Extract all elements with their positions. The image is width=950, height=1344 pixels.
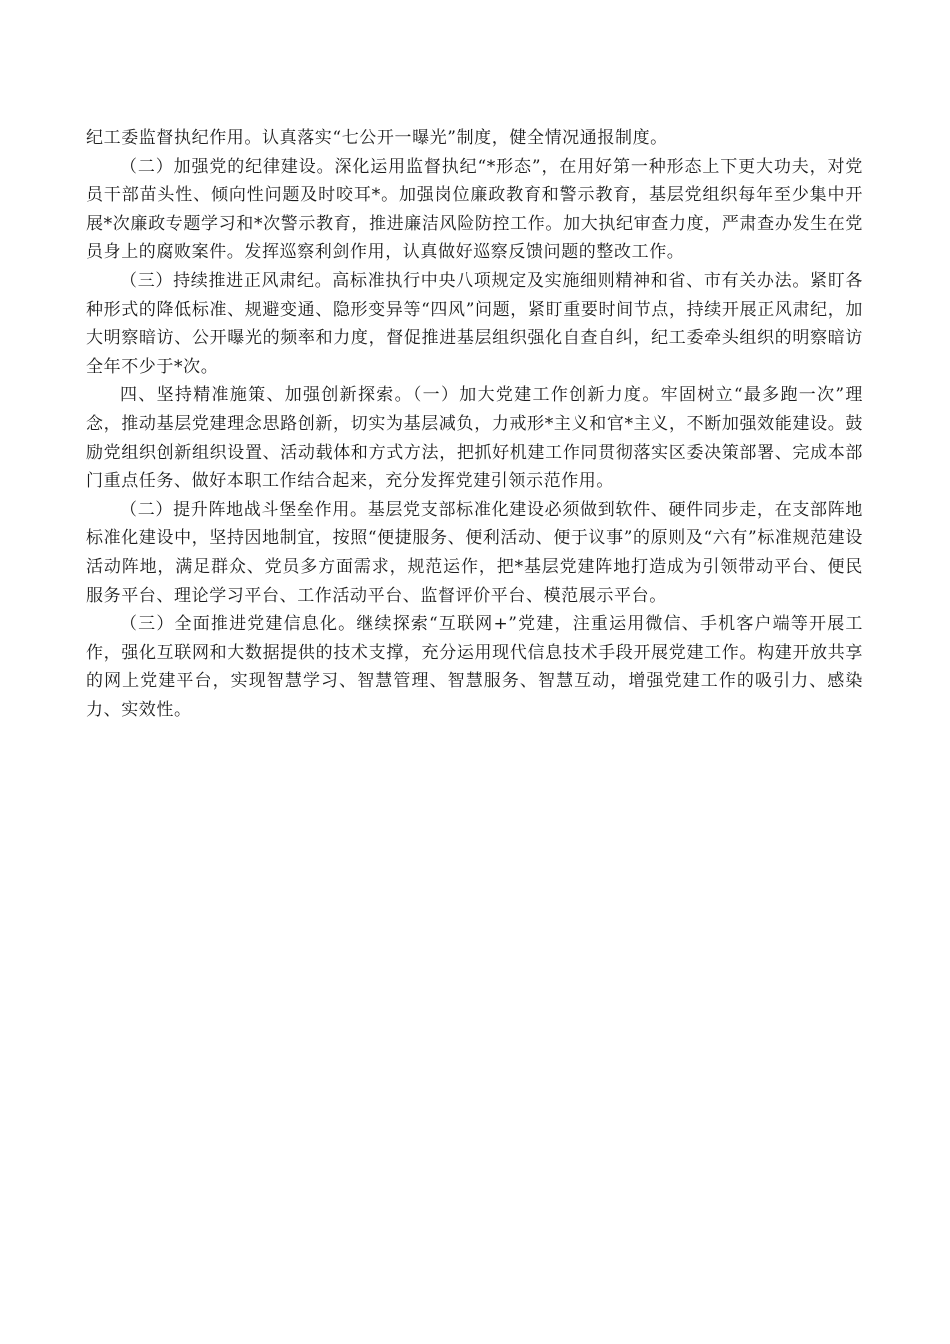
paragraph-position-building: （二）提升阵地战斗堡垒作用。基层党支部标准化建设必须做到软件、硬件同步走，在支部阵地标准化建设中，坚持因地制宜，按照“便捷服务、便利活动、便于议事”的原则及“六有”标准规范建设活动阵地，满足群众、党员多方面需求，规范运作，把*基层党建阵地打造成为引领带动平台、便民服务平台、理论学习平台、工作活动平台、监督评价平台、模范展示平台。: [86, 499, 863, 606]
paragraph-informatization: （三）全面推进党建信息化。继续探索“互联网+”党建，注重运用微信、手机客户端等开展工作，强化互联网和大数据提供的技术支撑，充分运用现代信息技术手段开展党建工作。构建开放共享的网上党建平台，实现智慧学习、智慧管理、智慧服务、智慧互动，增强党建工作的吸引力、感染力、实效性。: [86, 614, 863, 720]
paragraph-rectify-conduct: （三）持续推进正风肃纪。高标准执行中央八项规定及实施细则精神和省、市有关办法。紧盯各种形式的降低标准、规避变通、隐形变异等“四风”问题，紧盯重要时间节点，持续开展正风肃纪，加大明察暗访、公开曝光的频率和力度，督促推进基层组织强化自查自纠，纪工委牵头组织的明察暗访全年不少于*次。: [86, 270, 863, 377]
paragraph-continuation: 纪工委监督执纪作用。认真落实“七公开一曝光”制度，健全情况通报制度。: [86, 128, 668, 148]
paragraph-section-four: 四、坚持精准施策、加强创新探索。（一）加大党建工作创新力度。牢固树立“最多跑一次”理念，推动基层党建理念思路创新，切实为基层减负，力戒形*主义和官*主义，不断加强效能建设。鼓励党组织创新组织设置、活动载体和方式方法，把抓好机建工作同贯彻落实区委决策部署、完成本部门重点任务、做好本职工作结合起来，充分发挥党建引领示范作用。: [86, 385, 863, 492]
document-body: [86, 124, 863, 724]
paragraph-discipline-building: （二）加强党的纪律建设。深化运用监督执纪“*形态”，在用好第一种形态上下更大功夫，对党员干部苗头性、倾向性问题及时咬耳*。加强岗位廉政教育和警示教育，基层党组织每年至少集中开展*次廉政专题学习和*次警示教育，推进廉洁风险防控工作。加大执纪审查力度，严肃查办发生在党员身上的腐败案件。发挥巡察利剑作用，认真做好巡察反馈问题的整改工作。: [86, 156, 863, 263]
